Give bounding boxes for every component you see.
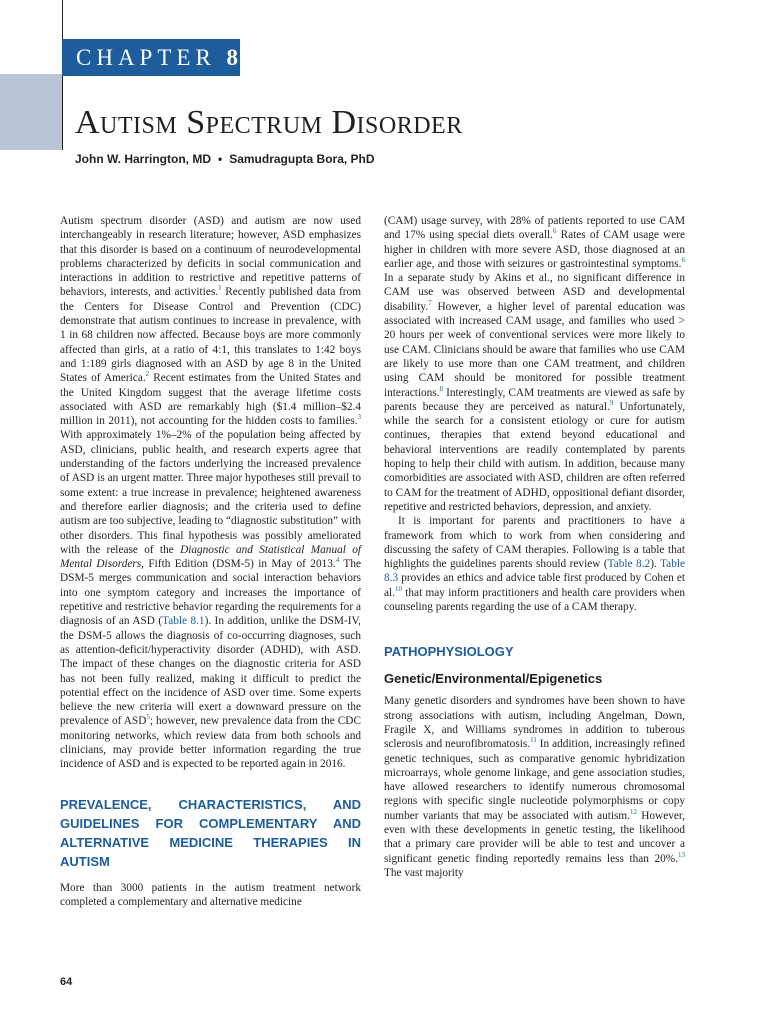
- chapter-label: [62, 39, 240, 76]
- cam-paragraph: (CAM) usage survey, with 28% of patients reported to use CAM and 17% using special diets overall.$^6$ Rates of CAM usage were higher in children with more severe ASD, those diagnosed at an earlier age, and those with seizures or gastrointestinal symptoms.$^6$ In a separate study by Akins et al., no significant difference in CAM use was observed between ASD and developmental disability.$^7$ However, a higher level of parental education was associated with increased CAM usage, and families who used > 20 hours per week of conventional services were more likely to use CAM. Clinicians should be aware that families who use CAM are likely to use more than one CAM treatment, and children using CAM should be monitored for possible treatment interactions.$^8$ Interestingly, CAM treatments are viewed as safe by parents because they are perceived as natural.$^9$ Unfortunately, while the search for a consistent etiology or cure for autism continues, therapies that extend beyond educational and behavioral interventions are readily contemplated by parents hoping to help their child with autism. In addition, because many comorbidities are associated with ASD, children are often referred to CAM for the treatment of ADHD, oppositional defiant disorder, repetitive and restricted behaviors, depression, and anxiety.: [384, 215, 685, 513]
- section-heading-pathophysiology: PATHOPHYSIOLOGY: [384, 644, 514, 660]
- table-8-3-link[interactable]: Table 8.3: [384, 558, 685, 585]
- left-column: [60, 214, 361, 909]
- table-8-2-link[interactable]: Table 8.2: [607, 558, 651, 571]
- author-separator: •: [218, 152, 223, 166]
- chapter-number: 8: [226, 45, 239, 70]
- table-8-1-link[interactable]: Table 8.1: [162, 615, 205, 628]
- chapter-word: CHAPTER: [76, 45, 216, 70]
- author-1: John W. Harrington, MD: [75, 152, 211, 166]
- subheading-genetics: Genetic/Environmental/Epigenetics: [384, 671, 603, 687]
- author-line: [75, 152, 375, 166]
- prevalence-paragraph: More than 3000 patients in the autism treatment network completed a complementary and alternative medicine: [60, 881, 361, 908]
- right-column: [384, 214, 685, 880]
- chapter-side-block: [0, 74, 62, 150]
- author-2: Samudragupta Bora, PhD: [229, 152, 375, 166]
- chapter-title: Autism Spectrum Disorder: [75, 104, 463, 141]
- framework-paragraph: It is important for parents and practitioners to have a framework from which to work from when considering and discussing the safety of CAM therapies. Following is a table that highlights the guidelines parents should review (Table 8.2). Table 8.3 provides an ethics and advice table first produced by Cohen et al.$^{10}$ that may inform practitioners and health care providers when counseling parents regarding the use of a CAM therapy.: [384, 515, 685, 614]
- genetics-paragraph: Many genetic disorders and syndromes have been shown to have strong associations with autism, including Angelman, Down, Fragile X, and Williams syndromes in addition to tuberous sclerosis and neurofibromatosis.$^{11}$ In addition, increasingly refined genetic techniques, such as comparative genomic hybridization microarrays, whole genome linkage, and gene association studies, have allowed researchers to identify numerous chromosomal regions with specific single nucleotide polymorphisms or copy number variants that may be associated with autism.$^{12}$ However, even with these developments in genetic testing, the likelihood that a primary care provider will be able to test and uncover a significant genetic finding reportedly remains less than 20%.$^{13}$ The vast majority: [384, 695, 686, 879]
- intro-paragraph: Autism spectrum disorder (ASD) and autism are now used interchangeably in research literature; however, ASD emphasizes that this disorder is based on a continuum of neurodevelopmental problems characterized by deficits in social communication and interactions in addition to restrictive and repetitive patterns of behaviors, interests, and activities.$^1$ Recently published data from the Centers for Disease Control and Prevention (CDC) demonstrate that autism continues to increase in prevalence, with 1 in 68 children now affected. Because boys are more commonly affected than girls, at a ratio of 4:1, this translates to 1:42 boys and 1:189 girls diagnosed with an ASD by age 8 in the United States of America.$^2$ Recent estimates from the United States and the United Kingdom suggest that the average lifetime costs associated with ASD are remarkably high ($1.4 million–$2.4 million in 2011), not accounting for the hidden costs to families.$^3$ With approximately 1%–2% of the population being affected by ASD, clinicians, public health, and research experts agree that understanding of the factors underlying the increased prevalence of ASD is an urgent matter. Three major hypotheses still prevail to some extent: a true increase in prevalence; heightened awareness and therefore earlier diagnosis; and the criteria used to define autism are too subjective, leading to “diagnostic substitution” with other disorders. This final hypothesis was possibly ameliorated with the release of the Diagnostic and Statistical Manual of Mental Disorders, Fifth Edition (DSM-5) in May of 2013.$^4$ The DSM-5 merges communication and social interaction behaviors into one symptom category and increases the importance of repetitive and restrictive behavior regarding the requirements for a diagnosis of an ASD (Table 8.1). In addition, unlike the DSM-IV, the DSM-5 allows the diagnosis of co-occurring diagnoses, such as attention-deficit/hyperactivity disorder (ADHD), with ASD. The impact of these changes on the diagnostic criteria for ASD has not been fully realized, making it difficult to predict the potential effect on the incidence of ASD over time. Some experts believe the new criteria will exert a downward pressure on the prevalence of ASD$^5$; however, new prevalence data from the CDC monitoring networks, which review data from both schools and clinicians, may provide better information regarding the true incidence of ASD and is expected to be reported again in 2016.: [60, 215, 361, 771]
- page-number: 64: [60, 976, 73, 988]
- section-heading-prevalence: PREVALENCE, CHARACTERISTICS, AND GUIDELINES FOR COMPLEMENTARY AND ALTERNATIVE MEDICINE THERAPIES IN AUTISM: [60, 796, 361, 869]
